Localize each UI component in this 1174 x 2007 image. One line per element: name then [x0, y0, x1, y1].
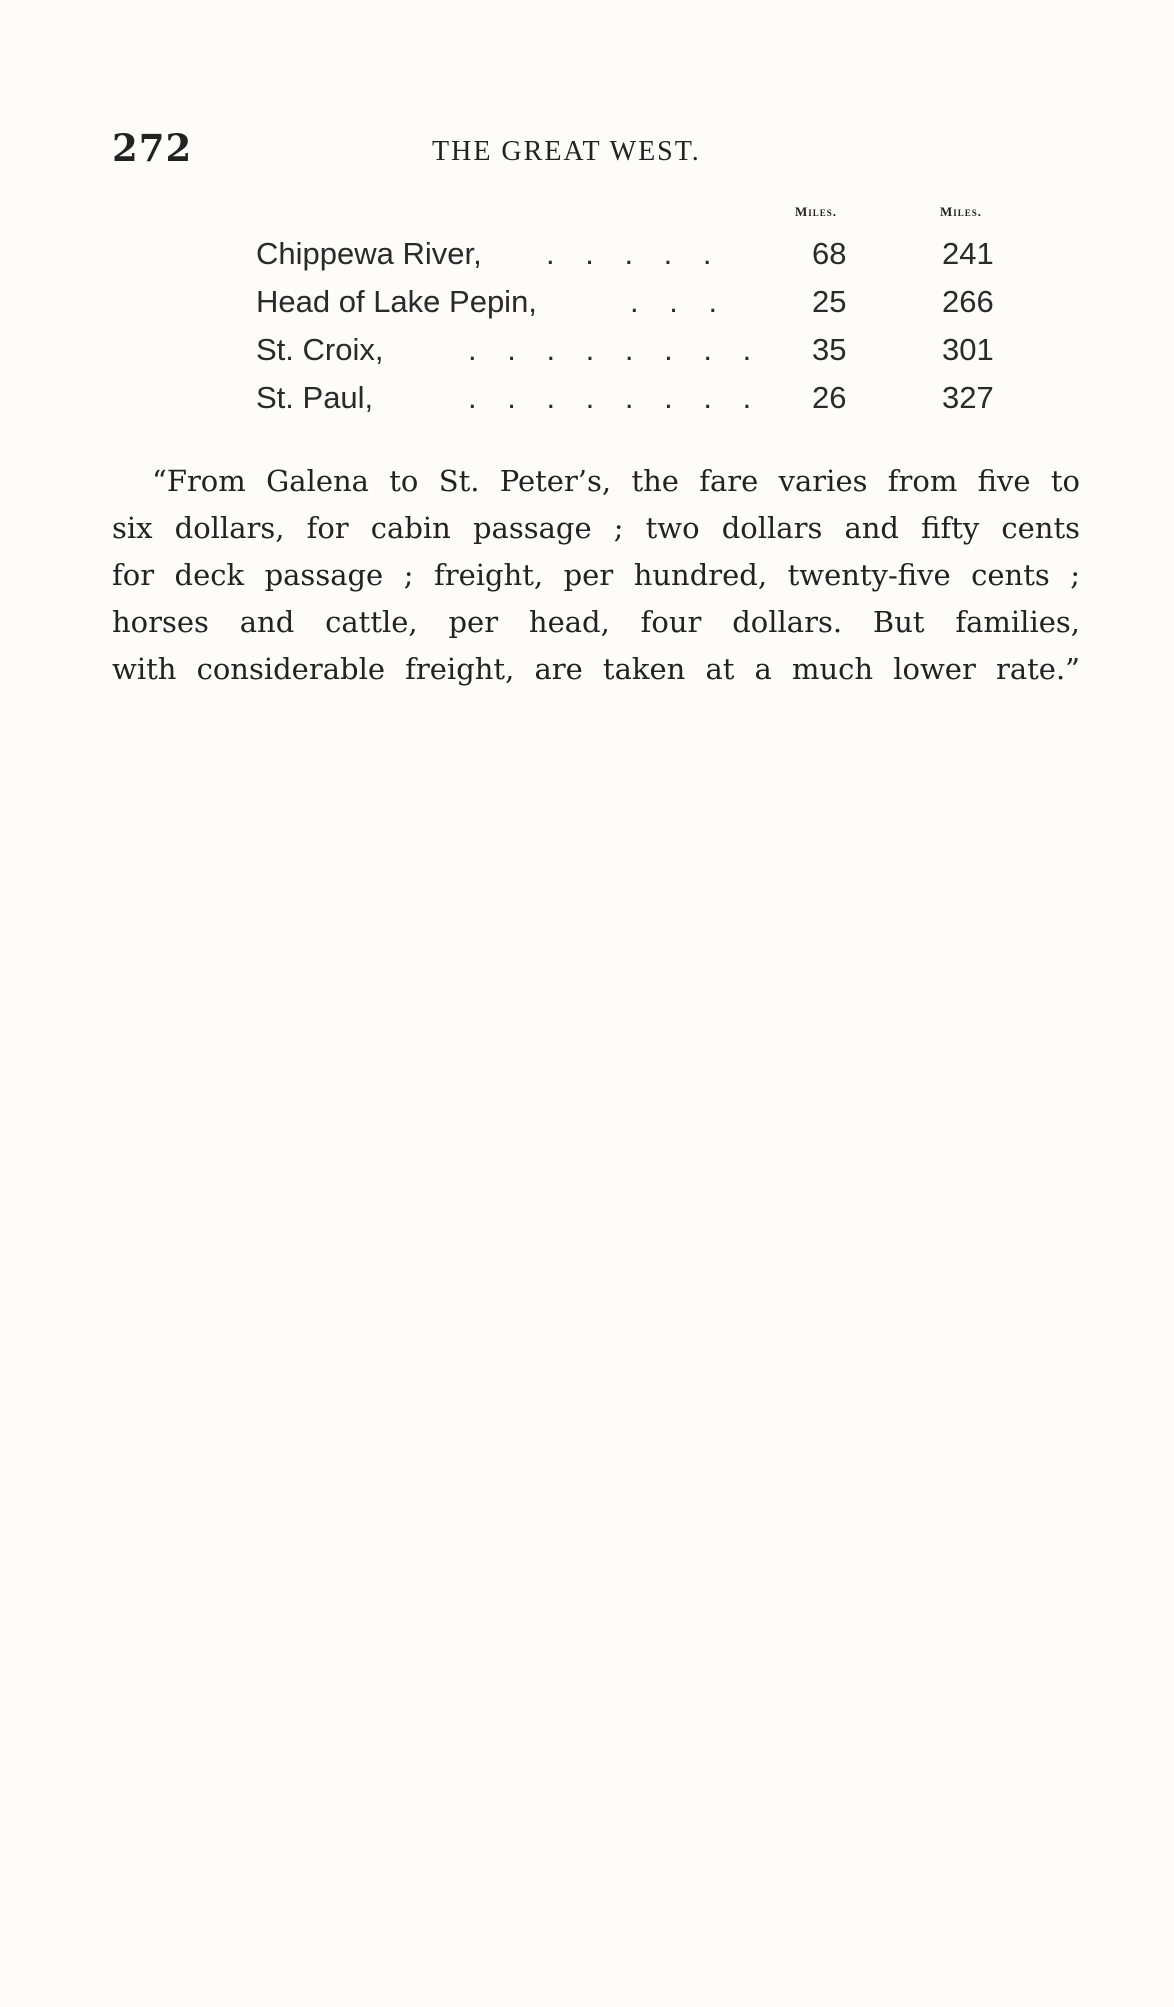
paragraph-line: six dollars, for cabin passage ; two dollars and fifty cents: [112, 511, 1080, 545]
paragraph-line: “From Galena to St. Peter’s, the fare varies from five to: [152, 464, 1080, 498]
table-row: [256, 278, 1036, 326]
miles-value: 25: [812, 284, 847, 319]
page-number: 272: [112, 126, 193, 170]
cumulative-miles-value: 327: [942, 380, 994, 415]
running-title: THE GREAT WEST.: [432, 136, 701, 167]
miles-value: 26: [812, 380, 847, 415]
table-row: [256, 230, 1036, 278]
place-name: Chippewa River,: [256, 236, 482, 271]
quoted-paragraph: [112, 458, 1080, 693]
distance-table: [256, 230, 1036, 422]
cumulative-miles-value: 266: [942, 284, 994, 319]
place-name: Head of Lake Pepin,: [256, 284, 537, 319]
page-header: [112, 126, 1012, 176]
miles-value: 68: [812, 236, 847, 271]
column-header-cumulative-miles: Miles.: [940, 204, 983, 219]
paragraph-line: with considerable freight, are taken at a much lower rate.”: [112, 652, 1080, 686]
leader-dots: . . . . . . . .: [468, 332, 763, 367]
miles-value: 35: [812, 332, 847, 367]
place-name: St. Paul,: [256, 380, 374, 415]
column-header-miles: Miles.: [795, 204, 838, 219]
cumulative-miles-value: 241: [942, 236, 994, 271]
place-name: St. Croix,: [256, 332, 384, 367]
paragraph-line: for deck passage ; freight, per hundred, twenty-five cents ;: [112, 558, 1080, 592]
leader-dots: . . .: [630, 284, 729, 319]
paragraph-line: horses and cattle, per head, four dollars. But families,: [112, 605, 1080, 639]
leader-dots: . . . . .: [546, 236, 723, 271]
cumulative-miles-value: 301: [942, 332, 994, 367]
leader-dots: . . . . . . . .: [468, 380, 763, 415]
table-row: [256, 374, 1036, 422]
table-row: [256, 326, 1036, 374]
